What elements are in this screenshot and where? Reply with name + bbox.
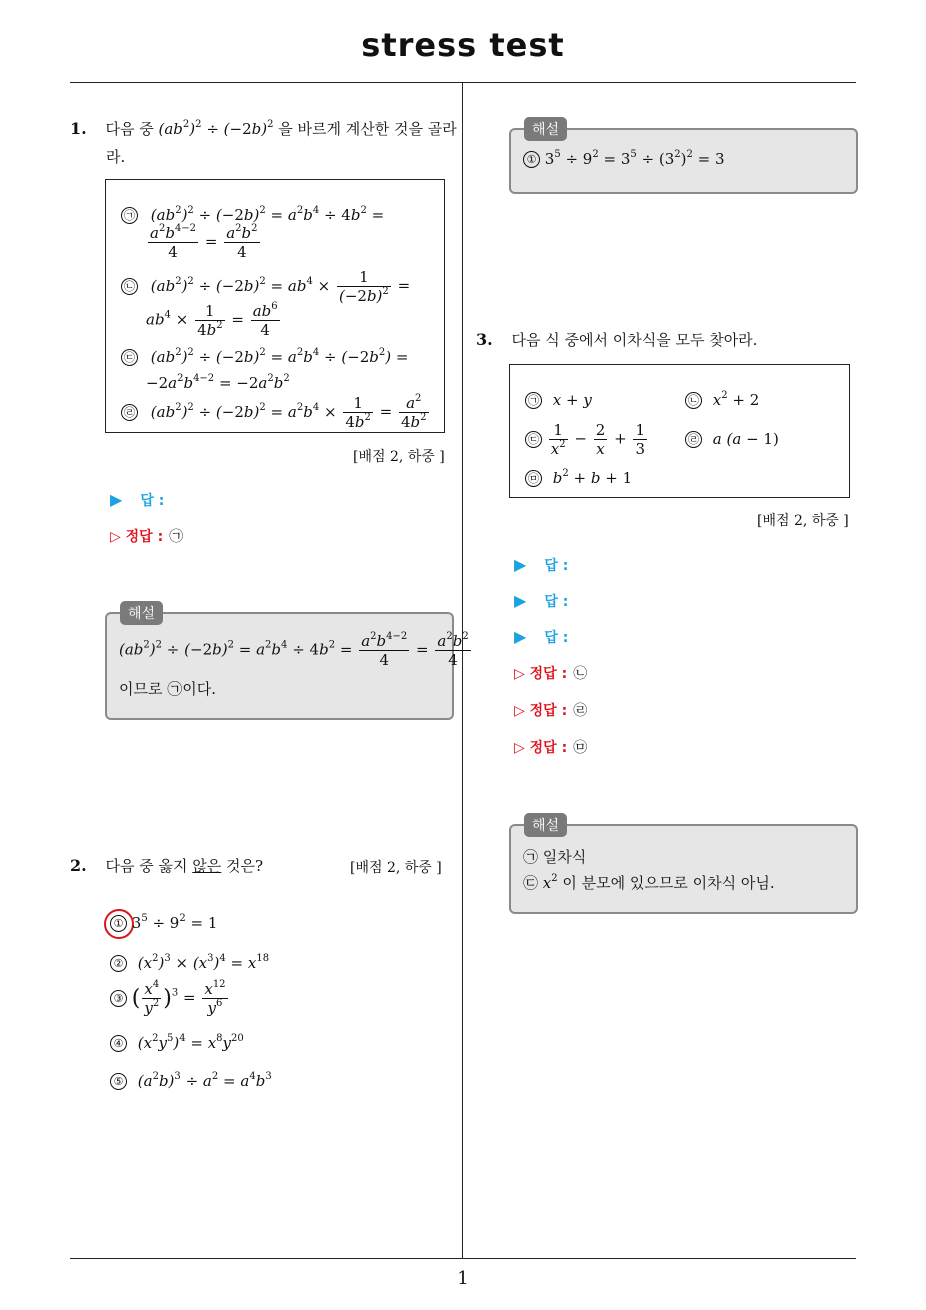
page-number: 1	[457, 1268, 469, 1289]
q2-option-3: ③ ( $\frac{x^4}{y^2}$ )$^3$ = $\frac{x^{12}}{y^6}$	[110, 980, 230, 1017]
column-divider	[462, 83, 463, 1258]
option-c: ㉢ $(ab^2)^2 \div (-2b)^2 = a^2b^4 \div (-2b^2)$ =	[121, 348, 408, 366]
q3-option-b: ㉡ $x^2 + 2$	[685, 391, 759, 409]
q2-option-1: ① $3^5 \div 9^2 = 1$	[110, 914, 217, 932]
question-3-options-box	[509, 364, 850, 498]
question-1-score: [배점 2, 하중 ]	[353, 449, 445, 465]
question-1-prompt-line2: 라.	[106, 148, 126, 166]
correct-arrow-icon: ▷	[110, 529, 121, 545]
solution-equation: ① $3^5 \div 9^2 = 3^5 \div (3^2)^2 = 3$	[523, 150, 725, 168]
question-1-options-box	[105, 179, 445, 433]
question-3-answer-1: ▶ 답 :	[514, 555, 569, 574]
question-1-prompt: 1. 다음 중 $(ab^2)^2 \div (-2b)^2$ 을 바르게 계산한 것을 골라	[70, 119, 457, 138]
q3-option-c: ㉢ $\frac{1}{x^2}$ − $\frac{2}{x}$ + $\frac{1}{3}$	[525, 421, 649, 458]
option-b-cont: $ab^4$ × $\frac{1}{4b^2}$ = $\frac{ab^6}{4}$	[146, 301, 278, 339]
option-c-cont: $-2a^2b^{4-2} = -2a^2b^2$	[146, 373, 290, 392]
question-3-score: [배점 2, 하중 ]	[757, 513, 849, 529]
question-3-solution	[509, 824, 858, 914]
question-1-correct: ▷ 정답 : ㉠	[110, 529, 184, 545]
answer-arrow-icon: ▶	[514, 555, 527, 574]
solution-tag: 해설	[524, 117, 567, 141]
question-1-solution	[105, 612, 469, 720]
answer-arrow-icon: ▶	[514, 591, 527, 610]
solution-tag: 해설	[120, 601, 163, 625]
footer-rule	[70, 1258, 856, 1259]
correct-arrow-icon: ▷	[514, 740, 525, 756]
header-rule	[70, 82, 856, 83]
question-3-answer-2: ▶ 답 :	[514, 591, 569, 610]
solution-line-1: ㉠ 일차식	[523, 848, 587, 866]
solution-text: 이므로 ㉠이다.	[119, 680, 216, 698]
page-title: stress test	[361, 26, 565, 64]
correct-arrow-icon: ▷	[514, 703, 525, 719]
question-3-correct-1: ▷ 정답 : ㉡	[514, 666, 588, 682]
question-3-correct-2: ▷ 정답 : ㉣	[514, 703, 588, 719]
q2-option-2: ② $(x^2)^3 \times (x^3)^4 = x^{18}$	[110, 954, 269, 972]
question-number: 2.	[70, 856, 87, 875]
correct-arrow-icon: ▷	[514, 666, 525, 682]
solution-tag: 해설	[524, 813, 567, 837]
question-1-answer: ▶ 답 :	[110, 490, 165, 509]
question-number: 1.	[70, 119, 87, 138]
question-3-answer-3: ▶ 답 :	[514, 627, 569, 646]
question-number: 3.	[476, 330, 493, 349]
answer-arrow-icon: ▶	[110, 490, 123, 509]
question-2-prompt: 2. 다음 중 옳지 않은 것은?	[70, 856, 264, 875]
q3-option-a: ㉠ x + y	[525, 391, 592, 409]
question-2-score: [배점 2, 하중 ]	[350, 860, 442, 876]
question-3-prompt: 3. 다음 식 중에서 이차식을 모두 찾아라.	[476, 330, 758, 349]
option-a-cont: $\frac{a^2b^{4-2}}{4}$ = $\frac{a^2b^2}{4}$	[150, 223, 258, 261]
solution-line-2: ㉢ $x^2$ 이 분모에 있으므로 이차식 아님.	[523, 873, 775, 892]
q2-option-5: ⑤ $(a^2b)^3 \div a^2 = a^4b^3$	[110, 1072, 272, 1090]
option-b: ㉡ $(ab^2)^2 \div (-2b)^2 = ab^4$ × $\frac{1}{(-2b)^2}$ =	[121, 268, 410, 305]
q3-option-d: ㉣ a (a − 1)	[685, 430, 779, 448]
q3-option-e: ㉤ $b^2 + b + 1$	[525, 469, 632, 487]
q2-option-4: ④ $(x^2y^5)^4 = x^8y^{20}$	[110, 1034, 244, 1052]
question-3-correct-3: ▷ 정답 : ㉤	[514, 740, 588, 756]
option-a: ㉠ $(ab^2)^2 \div (-2b)^2 = a^2b^4 \div 4b^2$ =	[121, 206, 384, 224]
option-d: ㉣ $(ab^2)^2 \div (-2b)^2 = a^2b^4$ × $\frac{1}{4b^2}$ = $\frac{a^2}{4b^2}$	[121, 394, 431, 431]
answer-arrow-icon: ▶	[514, 627, 527, 646]
solution-equation: $(ab^2)^2 \div (-2b)^2 = a^2b^4 \div 4b^2$ = $\frac{a^2b^{4-2}}{4}$ = $\frac{a^2b^2}{4}$	[119, 631, 469, 669]
